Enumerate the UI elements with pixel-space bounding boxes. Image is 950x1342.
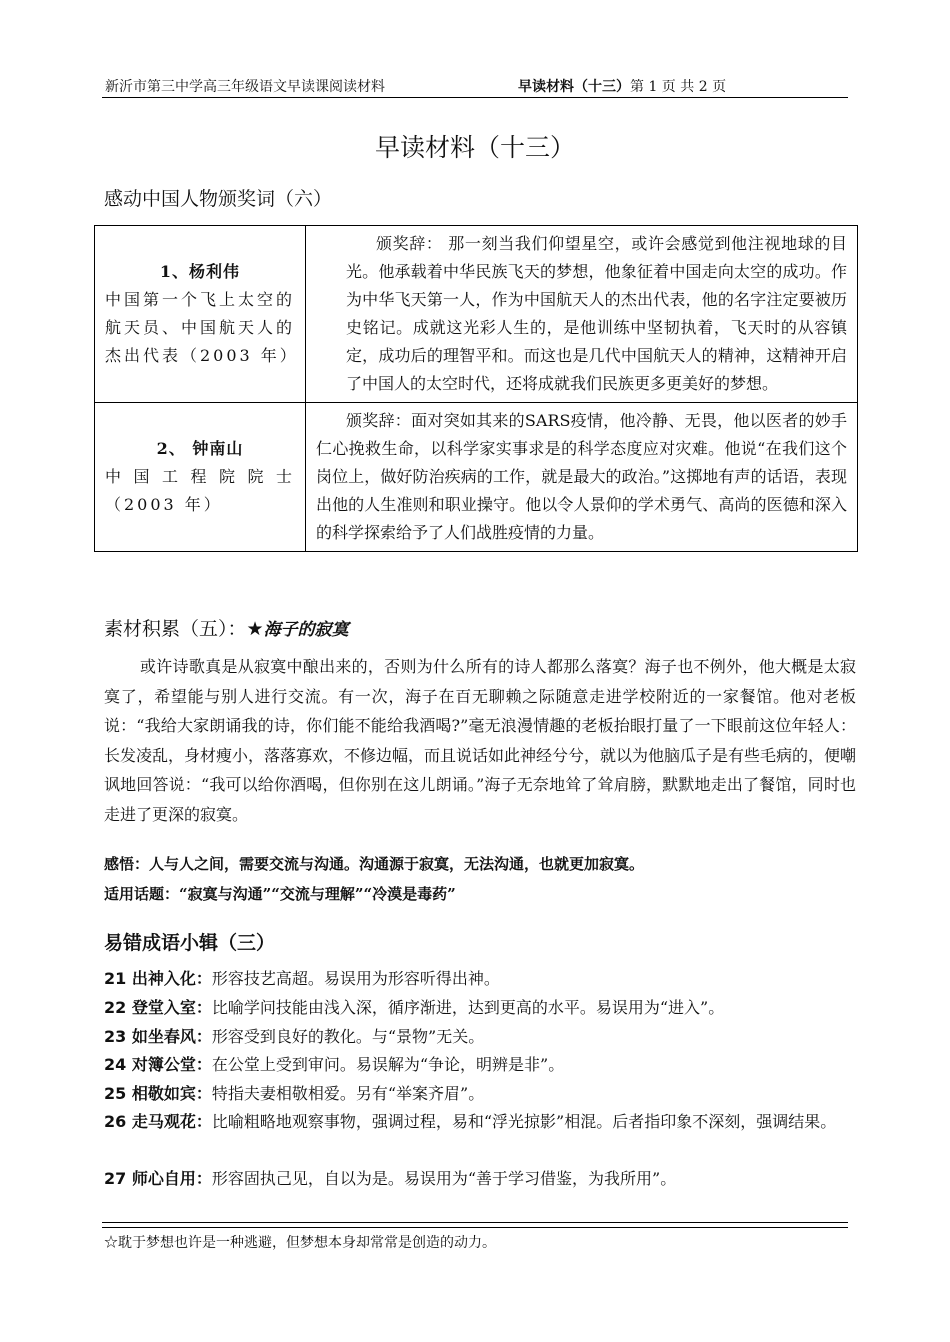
award-desc: 中国工程院院士（2003 年） [105,467,295,514]
list-item [104,1165,856,1192]
idiom-text: 特指夫妻相敬相爱。另有“举案齐眉”。 [211,1084,485,1103]
header-rule [102,97,848,98]
idiom-term: 25 相敬如宾： [104,1084,212,1103]
story-paragraph: 或许诗歌真是从寂寞中酿出来的，否则为什么所有的诗人都那么落寞？海子也不例外，他大概是太寂寞了，希望能与别人进行交流。有一次，海子在百无聊赖之际随意走进学校附近的一家餐馆。他对老板说：“我给大家朗诵我的诗，你们能不能给我酒喝?”毫无浪漫情趣的老板抬眼打量了一下眼前这位年轻人：长发凌乱，身材瘦小，落落寡欢，不修边幅，而且说话如此神经兮兮，就以为他脑瓜子是有些毛病的，便嘲讽地回答说：“我可以给你酒喝，但你别在这儿朗诵。”海子无奈地耸了耸肩膀，默默地走出了餐馆，同时也走进了更深的寂寞。 [104,657,857,824]
award-person-cell [95,403,306,552]
idiom-term: 26 走马观花： [104,1112,212,1131]
list-item [104,1023,856,1050]
list-item [104,1080,856,1107]
footer-rule [102,1222,848,1223]
idiom-text: 形容技艺高超。易误用为形容听得出神。 [211,969,500,988]
idiom-term: 22 登堂入室： [104,998,212,1017]
page-title: 早读材料（十三） [374,133,575,162]
award-citation-cell [306,403,858,552]
idiom-term: 23 如坐春风： [104,1027,212,1046]
idiom-term: 27 师心自用： [104,1169,212,1188]
award-desc: 中国第一个飞上太空的航天员、中国航天人的杰出代表（2003 年） [105,290,299,365]
topics-line: 适用话题：“寂寞与沟通”“交流与理解”“冷漠是毒药” [104,885,456,903]
list-item [104,1051,856,1078]
list-item [104,1108,856,1135]
award-citation [316,407,847,547]
award-citation-cell [306,226,858,403]
awards-table [94,225,858,552]
award-name: 1、杨利伟 [159,262,241,281]
idiom-text: 比喻学问技能由浅入深，循序渐进，达到更高的水平。易误用为“进入”。 [211,998,725,1017]
award-person-cell [95,226,306,403]
star-icon: ★ [246,618,264,640]
section-heading-text: 素材积累（五）： [104,618,247,640]
list-item [104,965,856,992]
footer-rule-thin [102,1227,848,1228]
table-row [95,226,858,403]
feeling-line: 感悟：人与人之间，需要交流与沟通。沟通源于寂寞，无法沟通，也就更加寂寞。 [104,855,645,873]
header-page-number: 第 1 页 共 2 页 [630,79,727,95]
idiom-text: 形容固执己见，自以为是。易误用为“善于学习借鉴，为我所用”。 [211,1169,677,1188]
idiom-text: 比喻粗略地观察事物，强调过程，易和“浮光掠影”相混。后者指印象不深刻，强调结果。 [211,1112,837,1131]
section-heading-awards: 感动中国人物颁奖词（六） [104,188,333,210]
header-right-title: 早读材料（十三） [518,79,630,95]
material-subtitle: 海子的寂寞 [263,620,349,640]
award-citation-text: 颁奖辞：面对突如其来的SARS疫情，他冷静、无畏，他以医者的妙手仁心挽救生命，以科学家实事求是的科学态度应对灾难。他说“在我们这个岗位上，做好防治疾病的工作，就是最大的政治。”这掷地有声的话语，表现出他的人生准则和职业操守。他以令人景仰的学术勇气、高尚的医德和深入的科学探索给予了人们战胜疫情的力量。 [316,411,847,542]
header-left: 新沂市第三中学高三年级语文早读课阅读材料 [105,79,385,95]
idiom-text: 在公堂上受到审问。易误解为“争论，明辨是非”。 [211,1055,565,1074]
award-name: 2、 钟南山 [156,439,244,458]
idiom-term: 21 出神入化： [104,969,212,988]
award-citation [316,230,847,398]
list-item [104,994,856,1021]
idiom-term: 24 对簿公堂： [104,1055,212,1074]
section-heading-materials [104,614,349,641]
table-row [95,403,858,552]
idiom-text: 形容受到良好的教化。与“景物”无关。 [211,1027,485,1046]
header-right [518,76,726,96]
section-heading-idioms: 易错成语小辑（三） [104,932,276,954]
footer-quote: ☆耽于梦想也许是一种逃避，但梦想本身却常常是创造的动力。 [104,1235,496,1251]
award-citation-text: 颁奖辞： 那一刻当我们仰望星空，或许会感觉到他注视地球的目光。他承载着中华民族飞天的梦想，他象征着中国走向太空的成功。作为中华飞天第一人，作为中国航天人的杰出代表，他的名字注定要被历史铭记。成就这光彩人生的，是他训练中坚韧执着，飞天时的从容镇定，成功后的理智平和。而这也是几代中国航天人的精神，这精神开启了中国人的太空时代，还将成就我们民族更多更美好的梦想。 [346,234,847,393]
